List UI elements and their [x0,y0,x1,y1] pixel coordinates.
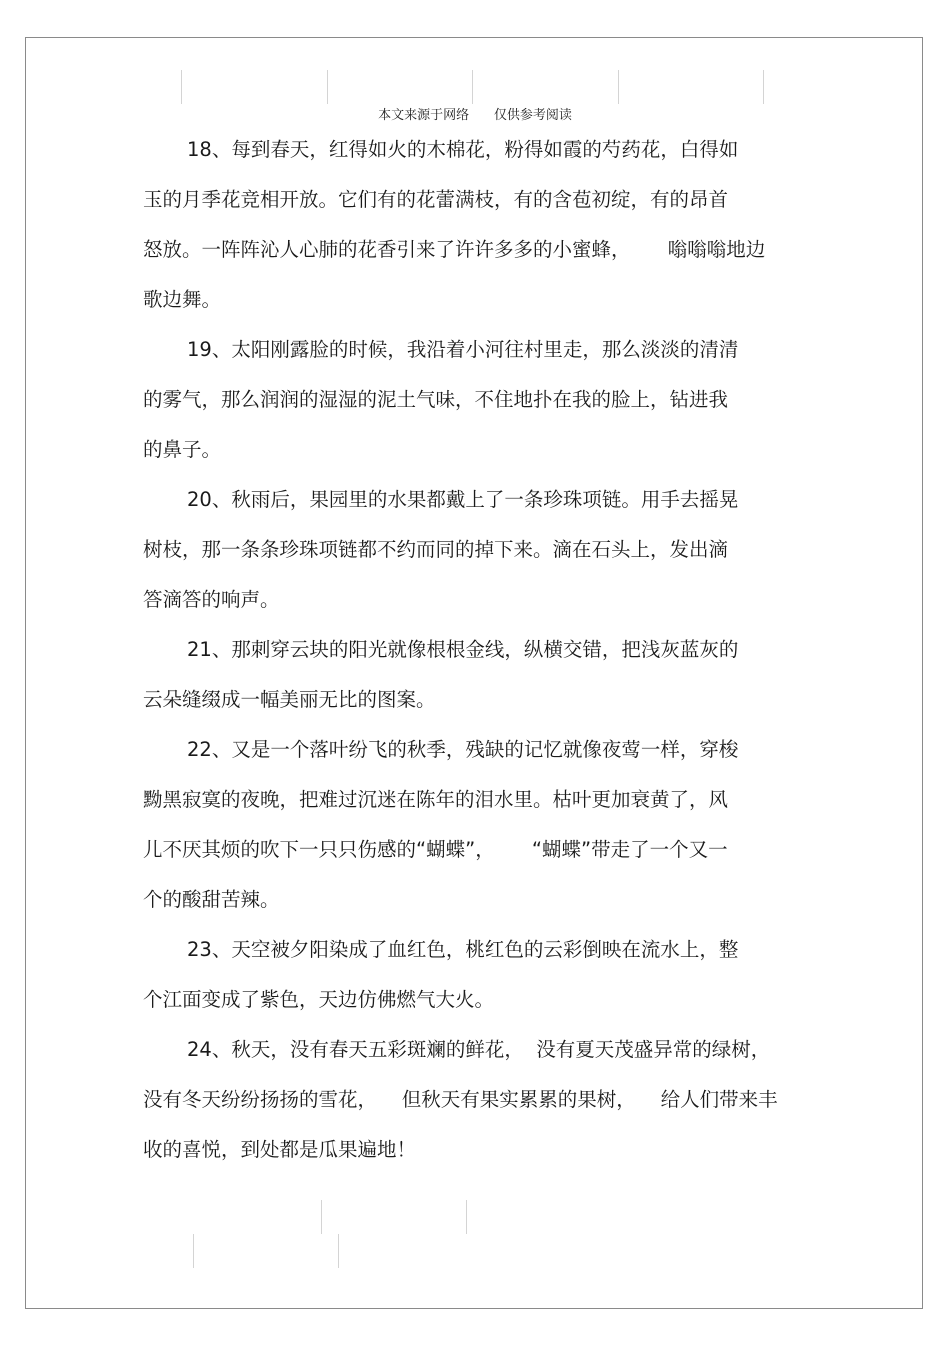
paragraph [143,1025,803,1175]
scan-line [472,70,473,104]
scan-line [321,1200,322,1234]
paragraph-line: 个的酸甜苦辣。 [143,888,280,911]
paragraph-line: 没有冬天纷纷扬扬的雪花， 但秋天有果实累累的果树， 给人们带来丰 [143,1088,778,1111]
paragraph-line: 的鼻子。 [143,438,222,461]
paragraph-line: 云朵缝缀成一幅美丽无比的图案。 [143,688,436,711]
paragraph-line: 树枝，那一条条珍珠项链都不约而同的掉下来。滴在石头上，发出滴 [143,538,729,561]
paragraph-line: 23、天空被夕阳染成了血红色，桃红色的云彩倒映在流水上，整 [187,938,739,961]
scan-line [181,70,182,104]
paragraph-line: 22、又是一个落叶纷飞的秋季，残缺的记忆就像夜莺一样，穿梭 [187,738,739,761]
paragraph [143,925,803,1025]
paragraph-line: 24、秋天，没有春天五彩斑斓的鲜花， 没有夏天茂盛异常的绿树， [187,1038,771,1061]
source-note: 本文来源于网络 仅供参考阅读 [378,108,572,123]
paragraph-line: 玉的月季花竞相开放。它们有的花蕾满枝，有的含苞初绽，有的昂首 [143,188,729,211]
scan-line [618,70,619,104]
paragraph-line: 18、每到春天，红得如火的木棉花，粉得如霞的芍药花，白得如 [187,138,739,161]
scan-line [763,70,764,104]
paragraph-line: 黝黑寂寞的夜晚，把难过沉迷在陈年的泪水里。枯叶更加衰黄了，风 [143,788,729,811]
paragraph [143,325,803,475]
paragraph-line: 答滴答的响声。 [143,588,280,611]
scan-line [338,1234,339,1268]
paragraph [143,725,803,925]
paragraph-line: 20、秋雨后，果园里的水果都戴上了一条珍珠项链。用手去摇晃 [187,488,739,511]
paragraph-line: 收的喜悦，到处都是瓜果遍地！ [143,1138,417,1161]
paragraph [143,625,803,725]
scan-line [327,70,328,104]
scan-line [193,1234,194,1268]
paragraph-line: 21、那刺穿云块的阳光就像根根金线，纵横交错，把浅灰蓝灰的 [187,638,739,661]
paragraph-line: 儿不厌其烦的吹下一只只伤感的“蝴蝶”， “蝴蝶”带走了一个又一 [143,838,728,861]
paragraph-line: 歌边舞。 [143,288,222,311]
paragraph-line: 个江面变成了紫色，天边仿佛燃气大火。 [143,988,495,1011]
paragraph [143,125,803,325]
paragraph-line: 怒放。一阵阵沁人心肺的花香引来了许许多多的小蜜蜂， 嗡嗡嗡地边 [143,238,766,261]
paragraph-line: 的雾气，那么润润的湿湿的泥土气味，不住地扑在我的脸上，钻进我 [143,388,729,411]
paragraph [143,475,803,625]
paragraph-line: 19、太阳刚露脸的时候，我沿着小河往村里走，那么淡淡的清清 [187,338,739,361]
scan-line [466,1200,467,1234]
